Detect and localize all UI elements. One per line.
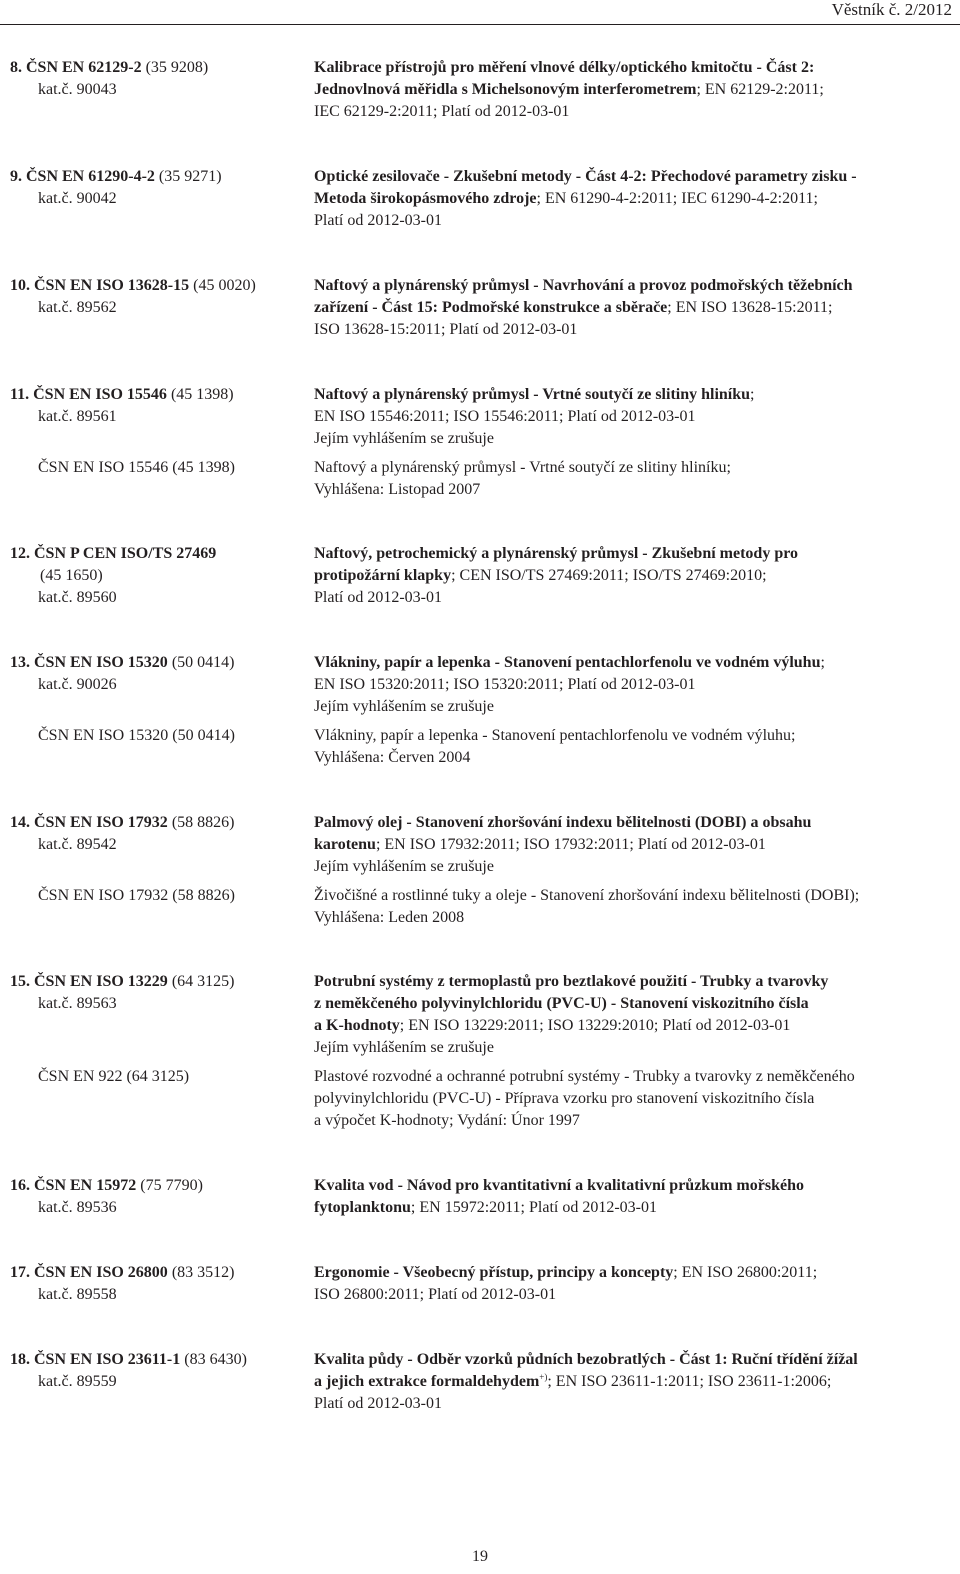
entry-designation: 11. ČSN EN ISO 15546 (45 1398) kat.č. 89561 ČSN EN ISO 15546 (45 1398) — [10, 384, 235, 479]
entry-designation: 18. ČSN EN ISO 23611-1 (83 6430) kat.č. 89559 — [10, 1349, 247, 1393]
entry-designation: 14. ČSN EN ISO 17932 (58 8826) kat.č. 89542 ČSN EN ISO 17932 (58 8826) — [10, 812, 235, 907]
standard-code: ČSN EN ISO 13229 — [34, 973, 168, 990]
bulletin-title: Věstník č. 2/2012 — [831, 0, 952, 19]
entry-designation: 16. ČSN EN 15972 (75 7790) kat.č. 89536 — [10, 1175, 203, 1219]
replaces-note: Jejím vyhlášením se zrušuje — [314, 858, 494, 875]
catalog-number: kat.č. 89562 — [38, 299, 117, 316]
entry-title: Kvalita vod - Návod pro kvantitativní a kvalitativní průzkum mořského fytoplanktonu; EN 15972:2011; Platí od 2012-03-01 — [314, 1177, 804, 1216]
standard-code: ČSN EN ISO 15320 — [34, 654, 168, 671]
catalog-number: kat.č. 89560 — [38, 589, 117, 606]
standard-code: ČSN EN ISO 17932 — [34, 814, 168, 831]
entry-designation: 10. ČSN EN ISO 13628-15 (45 0020) kat.č. 89562 — [10, 275, 256, 319]
entry-title: Naftový a plynárenský průmysl - Navrhování a provoz podmořských těžebních zařízení - Část 15: Podmořské konstrukce a sběrače; EN ISO 13628-15:2011; ISO 13628-15:2011; Platí od 2012-03-01 — [314, 277, 853, 338]
standard-code: ČSN EN ISO 15546 — [33, 386, 167, 403]
standard-code: ČSN EN 15972 — [34, 1177, 137, 1194]
replaces-note: Jejím vyhlášením se zrušuje — [314, 698, 494, 715]
replaced-standard-title: Vlákniny, papír a lepenka - Stanovení pentachlorfenolu ve vodném výluhu; — [314, 727, 796, 744]
replaced-standard-code: ČSN EN 922 (64 3125) — [38, 1068, 190, 1085]
entry-title: Vlákniny, papír a lepenka - Stanovení pentachlorfenolu ve vodném výluhu; EN ISO 15320:2011; ISO 15320:2011; Platí od 2012-03-01 Jejím vyhlášením se zrušuje Vlákniny, papír a lepenka - Stanovení pentachlorfenolu ve vodném výluhu; Vyhlášena: Červen 2004 — [314, 652, 946, 769]
catalog-number: kat.č. 89542 — [38, 836, 117, 853]
catalog-number: kat.č. 90026 — [38, 676, 117, 693]
entry-title: Potrubní systémy z termoplastů pro beztlakové použití - Trubky a tvarovky z neměkčeného polyvinylchloridu (PVC-U) - Stanovení viskozitního čísla a K-hodnoty; EN ISO 13229:2011; ISO 13229:2010; Platí od 2012-03-01 Jejím vyhlášením se zrušuje Plastové rozvodné a ochranné potrubní systémy - Trubky a tvarovky z neměkčeného polyvinylchloridu (PVC-U) - Příprava vzorku pro stanovení viskozitního čísla a výpočet K-hodnoty; Vydání: Únor 1997 — [314, 971, 946, 1132]
replaced-standard-title: Živočišné a rostlinné tuky a oleje - Stanovení zhoršování indexu bělitelnosti (DOBI); — [314, 887, 860, 904]
catalog-number: kat.č. 89558 — [38, 1286, 117, 1303]
standard-code: ČSN EN 61290-4-2 — [26, 168, 155, 185]
entry-title: Kalibrace přístrojů pro měření vlnové délky/optického kmitočtu - Část 2: Jednovlnová měřidla s Michelsonovým interferometrem; EN 62129-2:2011; IEC 62129-2:2011; Platí od 2012-03-01 — [314, 59, 824, 120]
entry-title: Naftový a plynárenský průmysl - Vrtné soutyčí ze slitiny hliníku; EN ISO 15546:2011; ISO 15546:2011; Platí od 2012-03-01 Jejím vyhlášením se zrušuje Naftový a plynárenský průmysl - Vrtné soutyčí ze slitiny hliníku; Vyhlášena: Listopad 2007 — [314, 384, 946, 501]
entry-designation: 13. ČSN EN ISO 15320 (50 0414) kat.č. 90026 ČSN EN ISO 15320 (50 0414) — [10, 652, 235, 747]
replaced-standard-code: ČSN EN ISO 17932 (58 8826) — [38, 887, 235, 904]
replaces-note: Jejím vyhlášením se zrušuje — [314, 430, 494, 447]
entry-title: Ergonomie - Všeobecný přístup, principy a koncepty; EN ISO 26800:2011; ISO 26800:2011; Platí od 2012-03-01 — [314, 1264, 818, 1303]
replaced-standard-title: Naftový a plynárenský průmysl - Vrtné soutyčí ze slitiny hliníku; — [314, 459, 731, 476]
entry-designation: 17. ČSN EN ISO 26800 (83 3512) kat.č. 89558 — [10, 1262, 234, 1306]
entry-designation: 15. ČSN EN ISO 13229 (64 3125) kat.č. 89563 ČSN EN 922 (64 3125) — [10, 971, 234, 1088]
catalog-number: kat.č. 89563 — [38, 995, 117, 1012]
replaces-note: Jejím vyhlášením se zrušuje — [314, 1039, 494, 1056]
catalog-number: kat.č. 90042 — [38, 190, 117, 207]
entry-designation: 9. ČSN EN 61290-4-2 (35 9271) kat.č. 90042 — [10, 166, 222, 210]
entry-title: Palmový olej - Stanovení zhoršování indexu bělitelnosti (DOBI) a obsahu karotenu; EN ISO 17932:2011; ISO 17932:2011; Platí od 2012-03-01 Jejím vyhlášením se zrušuje Živočišné a rostlinné tuky a oleje - Stanovení zhoršování indexu bělitelnosti (DOBI); Vyhlášena: Leden 2008 — [314, 812, 946, 929]
standard-code: ČSN EN ISO 13628-15 — [34, 277, 190, 294]
standard-code: ČSN EN ISO 26800 — [34, 1264, 168, 1281]
replaced-standard-code: ČSN EN ISO 15546 (45 1398) — [38, 459, 235, 476]
catalog-number: kat.č. 89536 — [38, 1199, 117, 1216]
standard-code: ČSN EN 62129-2 — [26, 59, 142, 76]
entry-designation: 12. ČSN P CEN ISO/TS 27469 (45 1650) kat.č. 89560 — [10, 543, 216, 609]
entry-title: Optické zesilovače - Zkušební metody - Část 4-2: Přechodové parametry zisku - Metoda širokopásmového zdroje; EN 61290-4-2:2011; IEC 61290-4-2:2011; Platí od 2012-03-01 — [314, 168, 857, 229]
catalog-number: kat.č. 89559 — [38, 1373, 117, 1390]
entry-title: Naftový, petrochemický a plynárenský průmysl - Zkušební metody pro protipožární klapky; CEN ISO/TS 27469:2011; ISO/TS 27469:2010; Platí od 2012-03-01 — [314, 545, 799, 606]
classification: (45 1650) — [40, 567, 103, 584]
footnote-marker: +) — [539, 1372, 548, 1382]
standard-code: ČSN P CEN ISO/TS 27469 — [34, 545, 217, 562]
header-divider — [0, 24, 960, 25]
catalog-number: kat.č. 89561 — [38, 408, 117, 425]
page-number: 19 — [472, 1548, 488, 1565]
entry-title: Kvalita půdy - Odběr vzorků půdních bezobratlých - Část 1: Ruční třídění žížal a jejich extrakce formaldehydem+); EN ISO 23611-1:2011; ISO 23611-1:2006; Platí od 2012-03-01 — [314, 1351, 858, 1412]
catalog-number: kat.č. 90043 — [38, 81, 117, 98]
replaced-standard-code: ČSN EN ISO 15320 (50 0414) — [38, 727, 235, 744]
replaced-standard-title: Plastové rozvodné a ochranné potrubní systémy - Trubky a tvarovky z neměkčeného — [314, 1068, 855, 1085]
standard-code: ČSN EN ISO 23611-1 — [34, 1351, 181, 1368]
entry-designation: 8. ČSN EN 62129-2 (35 9208) kat.č. 90043 — [10, 57, 208, 101]
